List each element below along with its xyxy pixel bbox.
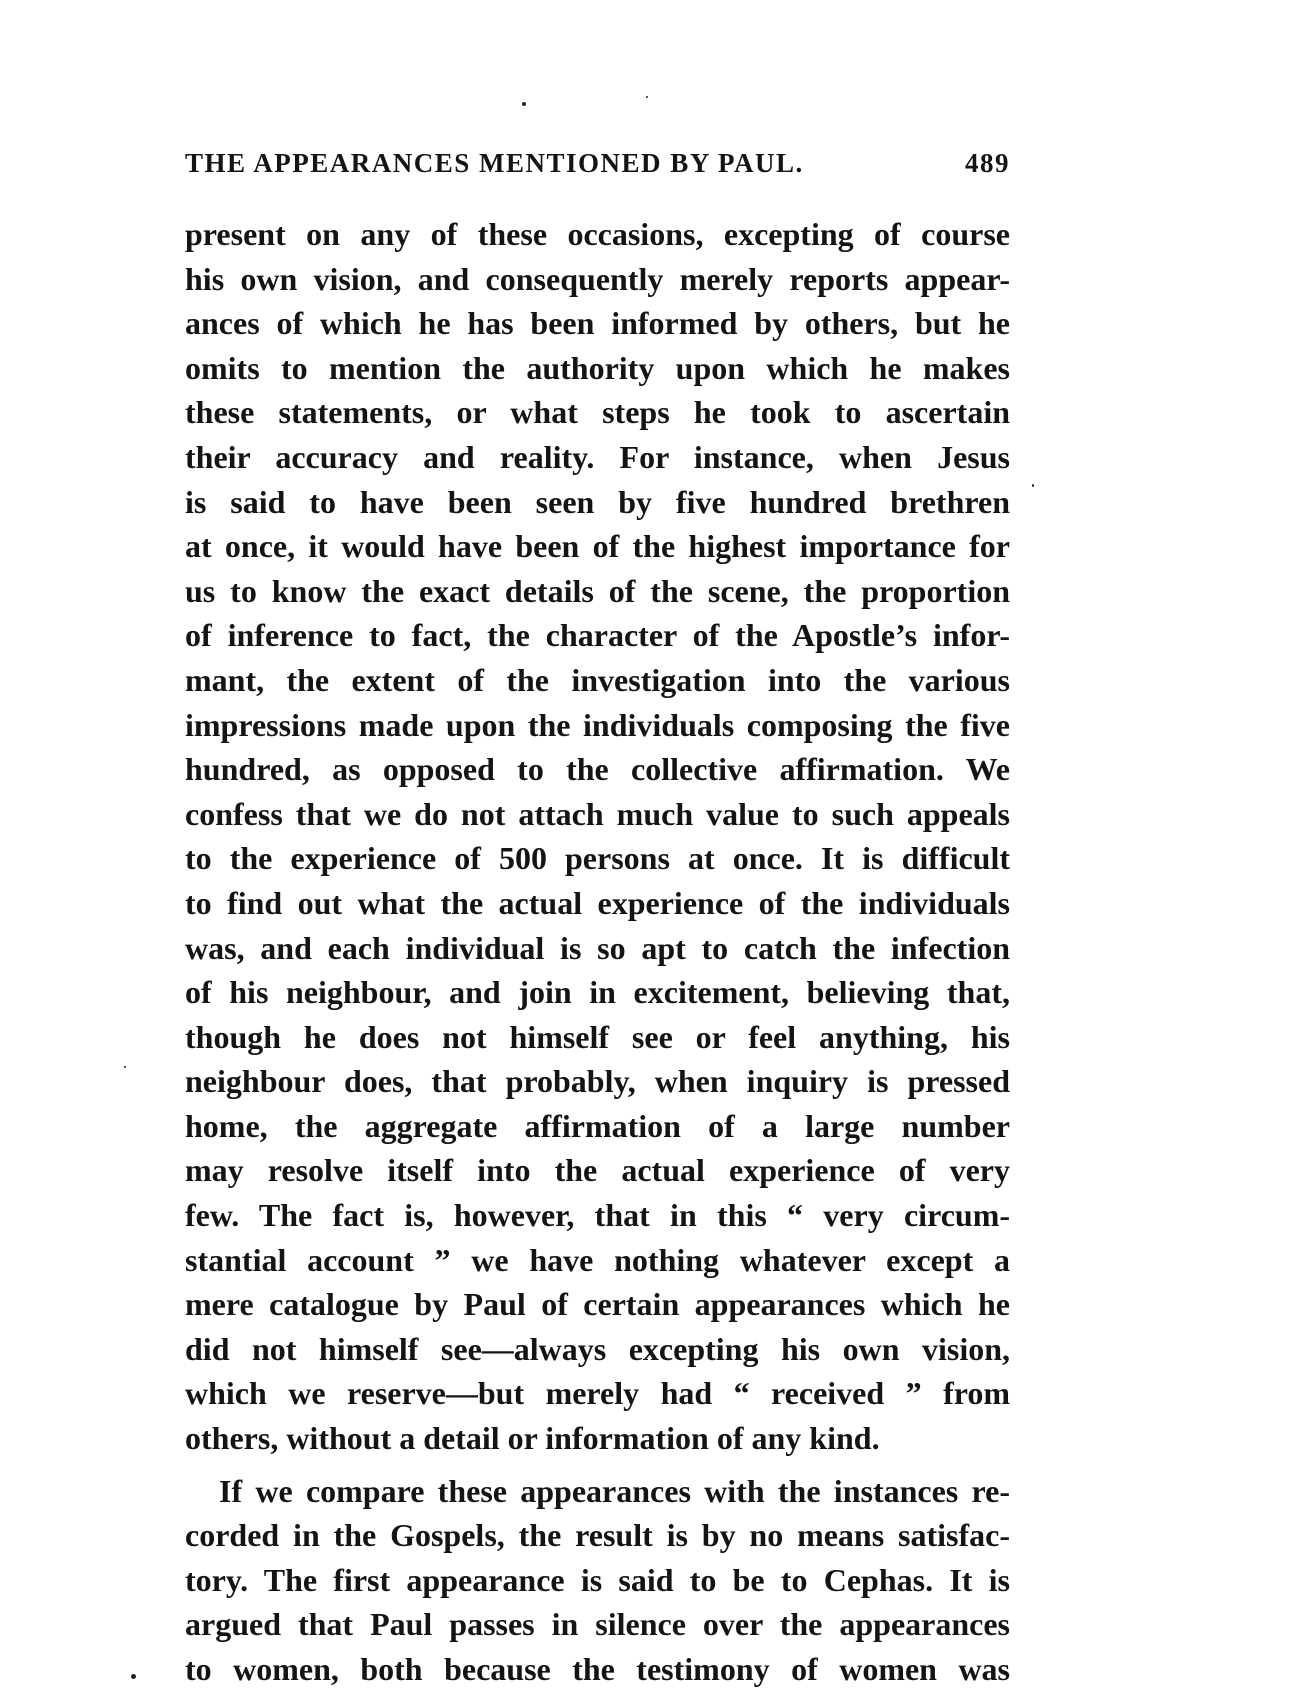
text-line: to the experience of 500 persons at once. It is difficult — [185, 840, 1010, 877]
text-line: few. The fact is, however, that in this “ very circum- — [185, 1197, 1010, 1234]
text-line: was, and each individual is so apt to catch the infection — [185, 929, 1010, 966]
print-speck — [522, 102, 526, 106]
text-line: hundred, as opposed to the collective affirmation. We — [185, 751, 1010, 788]
text-line: may resolve itself into the actual experience of very — [185, 1152, 1010, 1189]
page-number: 489 — [965, 148, 1010, 178]
text-line: at once, it would have been of the highest importance for — [185, 528, 1010, 565]
text-line: present on any of these occasions, excepting of course — [185, 216, 1010, 252]
text-line: neighbour does, that probably, when inquiry is pressed — [185, 1063, 1010, 1100]
text-line: these statements, or what steps he took to ascertain — [185, 394, 1010, 431]
text-line: ances of which he has been informed by others, but he — [185, 305, 1010, 342]
text-line: though he does not himself see or feel anything, his — [185, 1018, 1010, 1055]
text-line: which we reserve—but merely had “ received ” from — [185, 1375, 1010, 1412]
text-line: argued that Paul passes in silence over the appearances — [185, 1606, 1010, 1643]
paragraph-2 — [185, 1469, 1010, 1692]
text-line: mant, the extent of the investigation into the various — [185, 661, 1010, 698]
text-line: home, the aggregate affirmation of a large number — [185, 1107, 1010, 1144]
text-line: tory. The first appearance is said to be to Cephas. It is — [185, 1561, 1010, 1598]
text-line: us to know the exact details of the scene, the proportion — [185, 572, 1010, 609]
text-line: confess that we do not attach much value to such appeals — [185, 795, 1010, 832]
text-line: mere catalogue by Paul of certain appearances which he — [185, 1286, 1010, 1323]
body-text — [185, 212, 1010, 1692]
text-line: their accuracy and reality. For instance, when Jesus — [185, 438, 1010, 475]
text-line: others, without a detail or information of any kind. — [185, 1420, 880, 1457]
print-speck — [646, 96, 648, 98]
paragraph-gap — [185, 1461, 1010, 1469]
text-line: corded in the Gospels, the result is by no means satisfac- — [185, 1517, 1010, 1554]
text-line: stantial account ” we have nothing whatever except a — [185, 1241, 1010, 1278]
print-speck — [124, 1066, 126, 1068]
text-line: of his neighbour, and join in excitement, believing that, — [185, 974, 1010, 1011]
running-title: THE APPEARANCES MENTIONED BY PAUL. — [185, 148, 804, 178]
text-line: If we compare these appearances with the instances re- — [219, 1472, 1010, 1509]
text-line: did not himself see—always excepting his own vision, — [185, 1330, 1010, 1367]
text-line: his own vision, and consequently merely reports appear- — [185, 260, 1010, 297]
text-line: is said to have been seen by five hundred brethren — [185, 483, 1010, 520]
text-line: omits to mention the authority upon which he makes — [185, 349, 1010, 386]
paragraph-1 — [185, 212, 1010, 1461]
running-header — [185, 148, 1010, 188]
text-line: to women, both because the testimony of women was — [185, 1651, 1010, 1687]
text-line: to find out what the actual experience of the individuals — [185, 884, 1010, 921]
text-line: of inference to fact, the character of the Apostle’s infor- — [185, 617, 1010, 654]
print-speck — [131, 1674, 136, 1679]
text-line: impressions made upon the individuals composing the five — [185, 706, 1010, 743]
print-speck — [1032, 484, 1034, 487]
